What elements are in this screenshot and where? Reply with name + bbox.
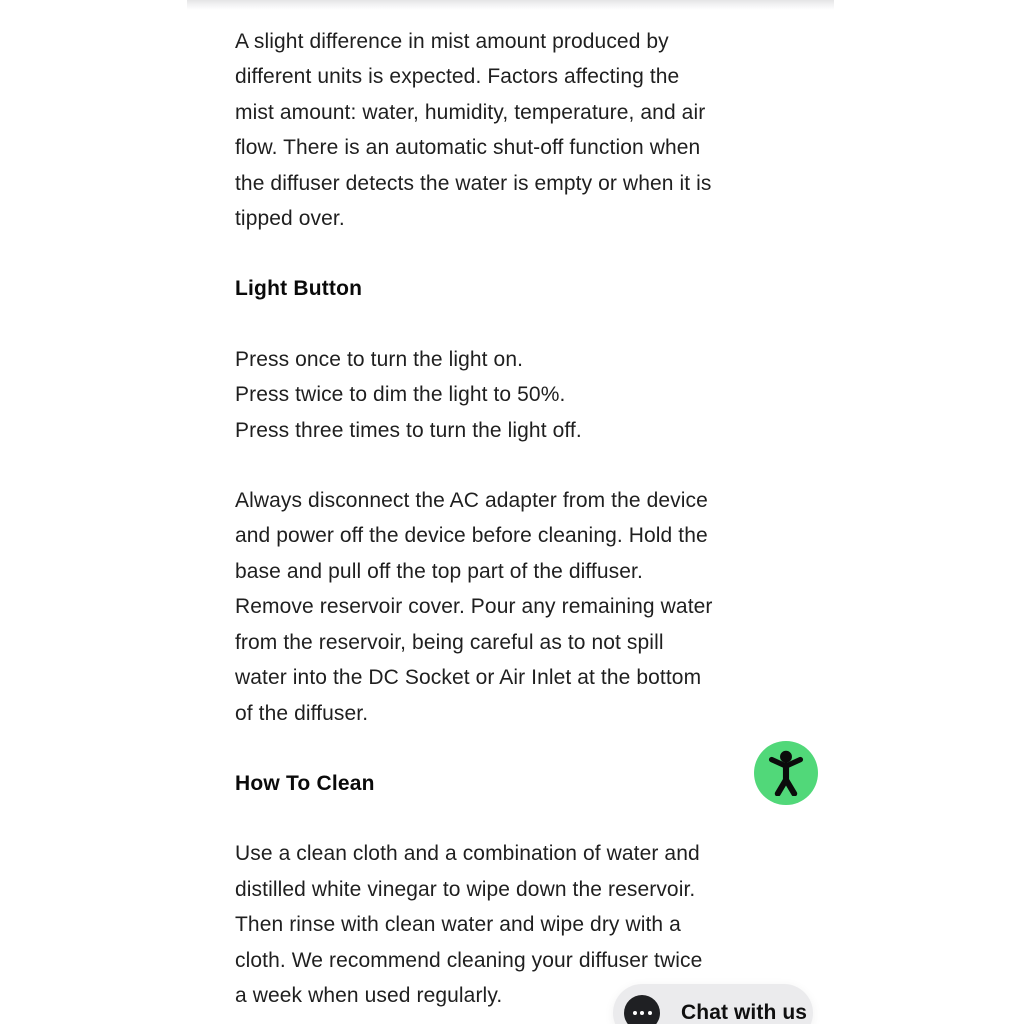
text-line: a week when used regularly. — [235, 983, 503, 1007]
text-line: A slight difference in mist amount produced by — [235, 30, 669, 53]
paragraph-mist-info — [235, 24, 787, 236]
chat-with-us-button[interactable] — [613, 984, 813, 1024]
text-line: of the diffuser. — [235, 701, 369, 725]
text-line: mist amount: water, humidity, temperature, and air — [235, 100, 706, 124]
text-line: Press twice to dim the light to 50%. — [235, 383, 566, 407]
article-content — [187, 0, 837, 1024]
heading-light-button: Light Button — [235, 277, 363, 301]
text-line: from the reservoir, being careful as to not spill — [235, 630, 664, 654]
text-line: Remove reservoir cover. Pour any remaining water — [235, 595, 713, 619]
paragraph-light-instructions — [235, 342, 787, 448]
heading-how-to-clean: How To Clean — [235, 771, 375, 795]
text-line: distilled white vinegar to wipe down the reservoir. — [235, 877, 696, 901]
accessibility-widget-button[interactable] — [754, 741, 818, 805]
text-line: Use a clean cloth and a combination of water and — [235, 842, 700, 866]
chat-button-label: Chat with us — [681, 1001, 808, 1024]
text-line: Press once to turn the light on. — [235, 347, 524, 371]
text-line: water into the DC Socket or Air Inlet at the bottom — [235, 666, 702, 690]
text-line: Press three times to turn the light off. — [235, 418, 582, 442]
text-line: and power off the device before cleaning. Hold the — [235, 524, 708, 548]
text-line: Then rinse with clean water and wipe dry with a — [235, 913, 681, 937]
text-line: the diffuser detects the water is empty or when it is — [235, 171, 712, 195]
accessibility-person-icon — [765, 750, 807, 796]
text-line: Always disconnect the AC adapter from the device — [235, 489, 708, 513]
chat-ellipsis-icon — [624, 995, 660, 1024]
paragraph-cleaning-prep — [235, 483, 787, 731]
text-line: cloth. We recommend cleaning your diffuser twice — [235, 948, 703, 972]
text-line: tipped over. — [235, 207, 345, 231]
text-line: flow. There is an automatic shut-off function when — [235, 136, 701, 160]
text-line: base and pull off the top part of the diffuser. — [235, 559, 643, 583]
text-line: different units is expected. Factors affecting the — [235, 65, 680, 89]
